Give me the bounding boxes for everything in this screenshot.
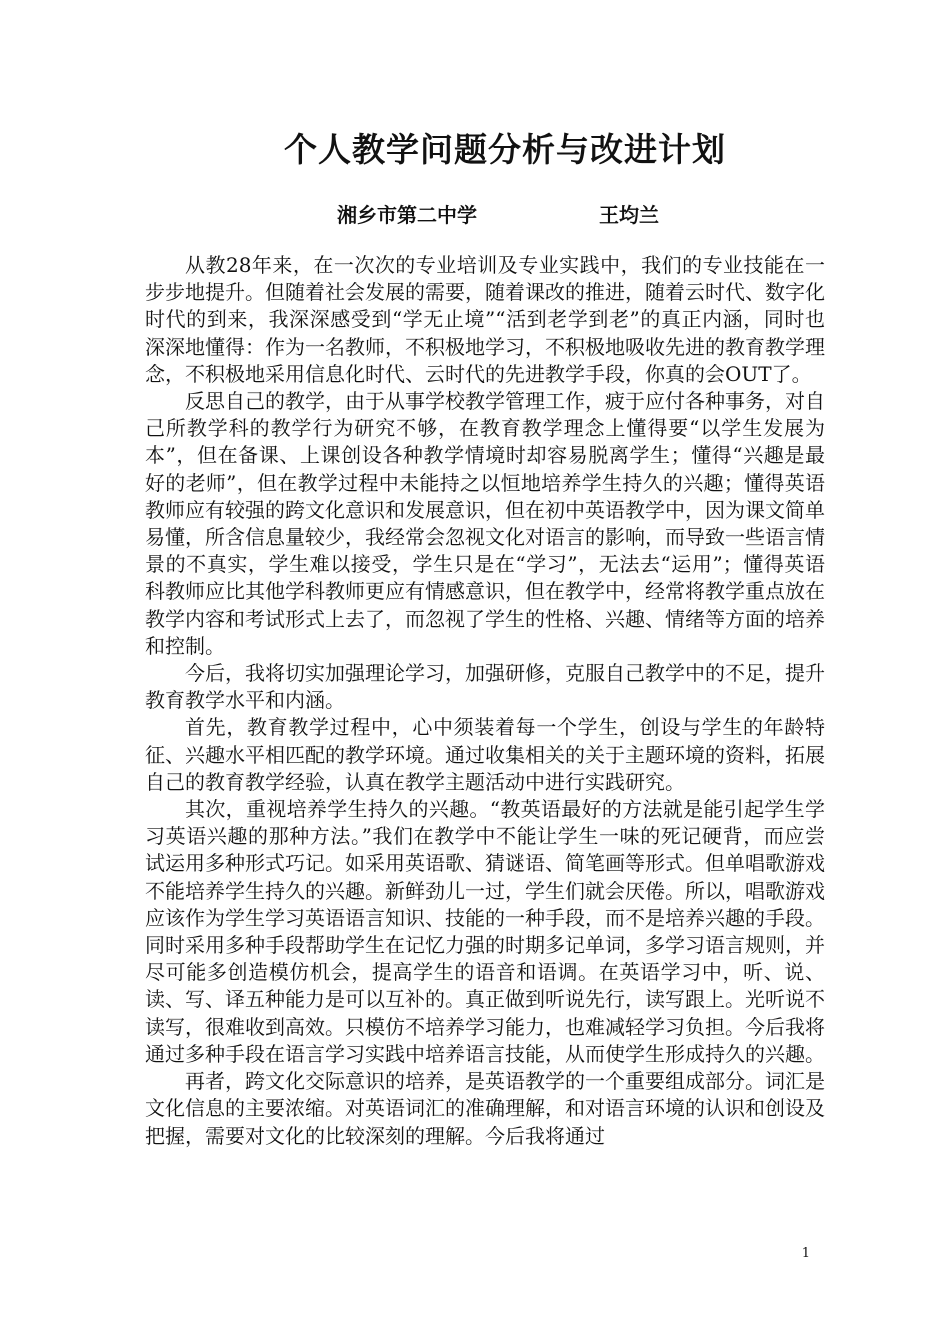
byline bbox=[145, 200, 865, 230]
paragraph-6: 再者，跨文化交际意识的培养，是英语教学的一个重要组成部分。词汇是文化信息的主要浓缩。对英语词汇的准确理解，和对语言环境的认识和创设及把握，需要对文化的比较深刻的理解。今后我将通过 bbox=[145, 1069, 825, 1148]
paragraph-2: 反思自己的教学，由于从事学校教学管理工作，疲于应付各种事务，对自己所教学科的教学行为研究不够，在教育教学理念上懂得要“以学生发展为本”，但在备课、上课创设各种教学情境时却容易脱离学生；懂得“兴趣是最好的老师”，但在教学过程中未能持之以恒地培养学生持久的兴趣；懂得英语教师应有较强的跨文化意识和发展意识，但在初中英语教学中，因为课文简单易懂，所含信息量较少，我经常会忽视文化对语言的影响，而导致一些语言情景的不真实，学生难以接受，学生只是在“学习”，无法去“运用”；懂得英语科教师应比其他学科教师更应有情感意识，但在教学中，经常将教学重点放在教学内容和考试形式上去了，而忽视了学生的性格、兴趣、情绪等方面的培养和控制。 bbox=[145, 389, 825, 658]
paragraph-4: 首先，教育教学过程中，心中须装着每一个学生，创设与学生的年龄特征、兴趣水平相匹配的教学环境。通过收集相关的关于主题环境的资料，拓展自己的教育教学经验，认真在教学主题活动中进行实践研究。 bbox=[145, 715, 825, 794]
document-title: 个人教学问题分析与改进计划 bbox=[284, 130, 726, 169]
school-name: 湘乡市第二中学 bbox=[337, 203, 477, 227]
paragraph-3: 今后，我将切实加强理论学习，加强研修，克服自己教学中的不足，提升教育教学水平和内涵。 bbox=[145, 661, 825, 713]
paragraph-5: 其次，重视培养学生持久的兴趣。“教英语最好的方法就是能引起学生学习英语兴趣的那种方法。”我们在教学中不能让学生一味的死记硬背，而应尝试运用多种形式巧记。如采用英语歌、猜谜语、简笔画等形式。但单唱歌游戏不能培养学生持久的兴趣。新鲜劲儿一过，学生们就会厌倦。所以，唱歌游戏应该作为学生学习英语语言知识、技能的一种手段，而不是培养兴趣的手段。同时采用多种手段帮助学生在记忆力强的时期多记单词，多学习语言规则，并尽可能多创造模仿机会，提高学生的语音和语调。在英语学习中，听、说、读、写、译五种能力是可以互补的。真正做到听说先行，读写跟上。光听说不读写，很难收到高效。只模仿不培养学习能力，也难减轻学习负担。今后我将通过多种手段在语言学习实践中培养语言技能，从而使学生形成持久的兴趣。 bbox=[145, 797, 825, 1066]
document-body bbox=[145, 252, 825, 1150]
paragraph-1: 从教28年来，在一次次的专业培训及专业实践中，我们的专业技能在一步步地提升。但随着社会发展的需要，随着课改的推进，随着云时代、数字化时代的到来，我深深感受到“学无止境”“活到老学到老”的真正内涵，同时也深深地懂得：作为一名教师，不积极地学习，不积极地吸收先进的教育教学理念，不积极地采用信息化时代、云时代的先进教学手段，你真的会OUT了。 bbox=[145, 253, 825, 386]
author-name: 王均兰 bbox=[599, 203, 659, 227]
page-number: 1 bbox=[801, 1246, 810, 1261]
